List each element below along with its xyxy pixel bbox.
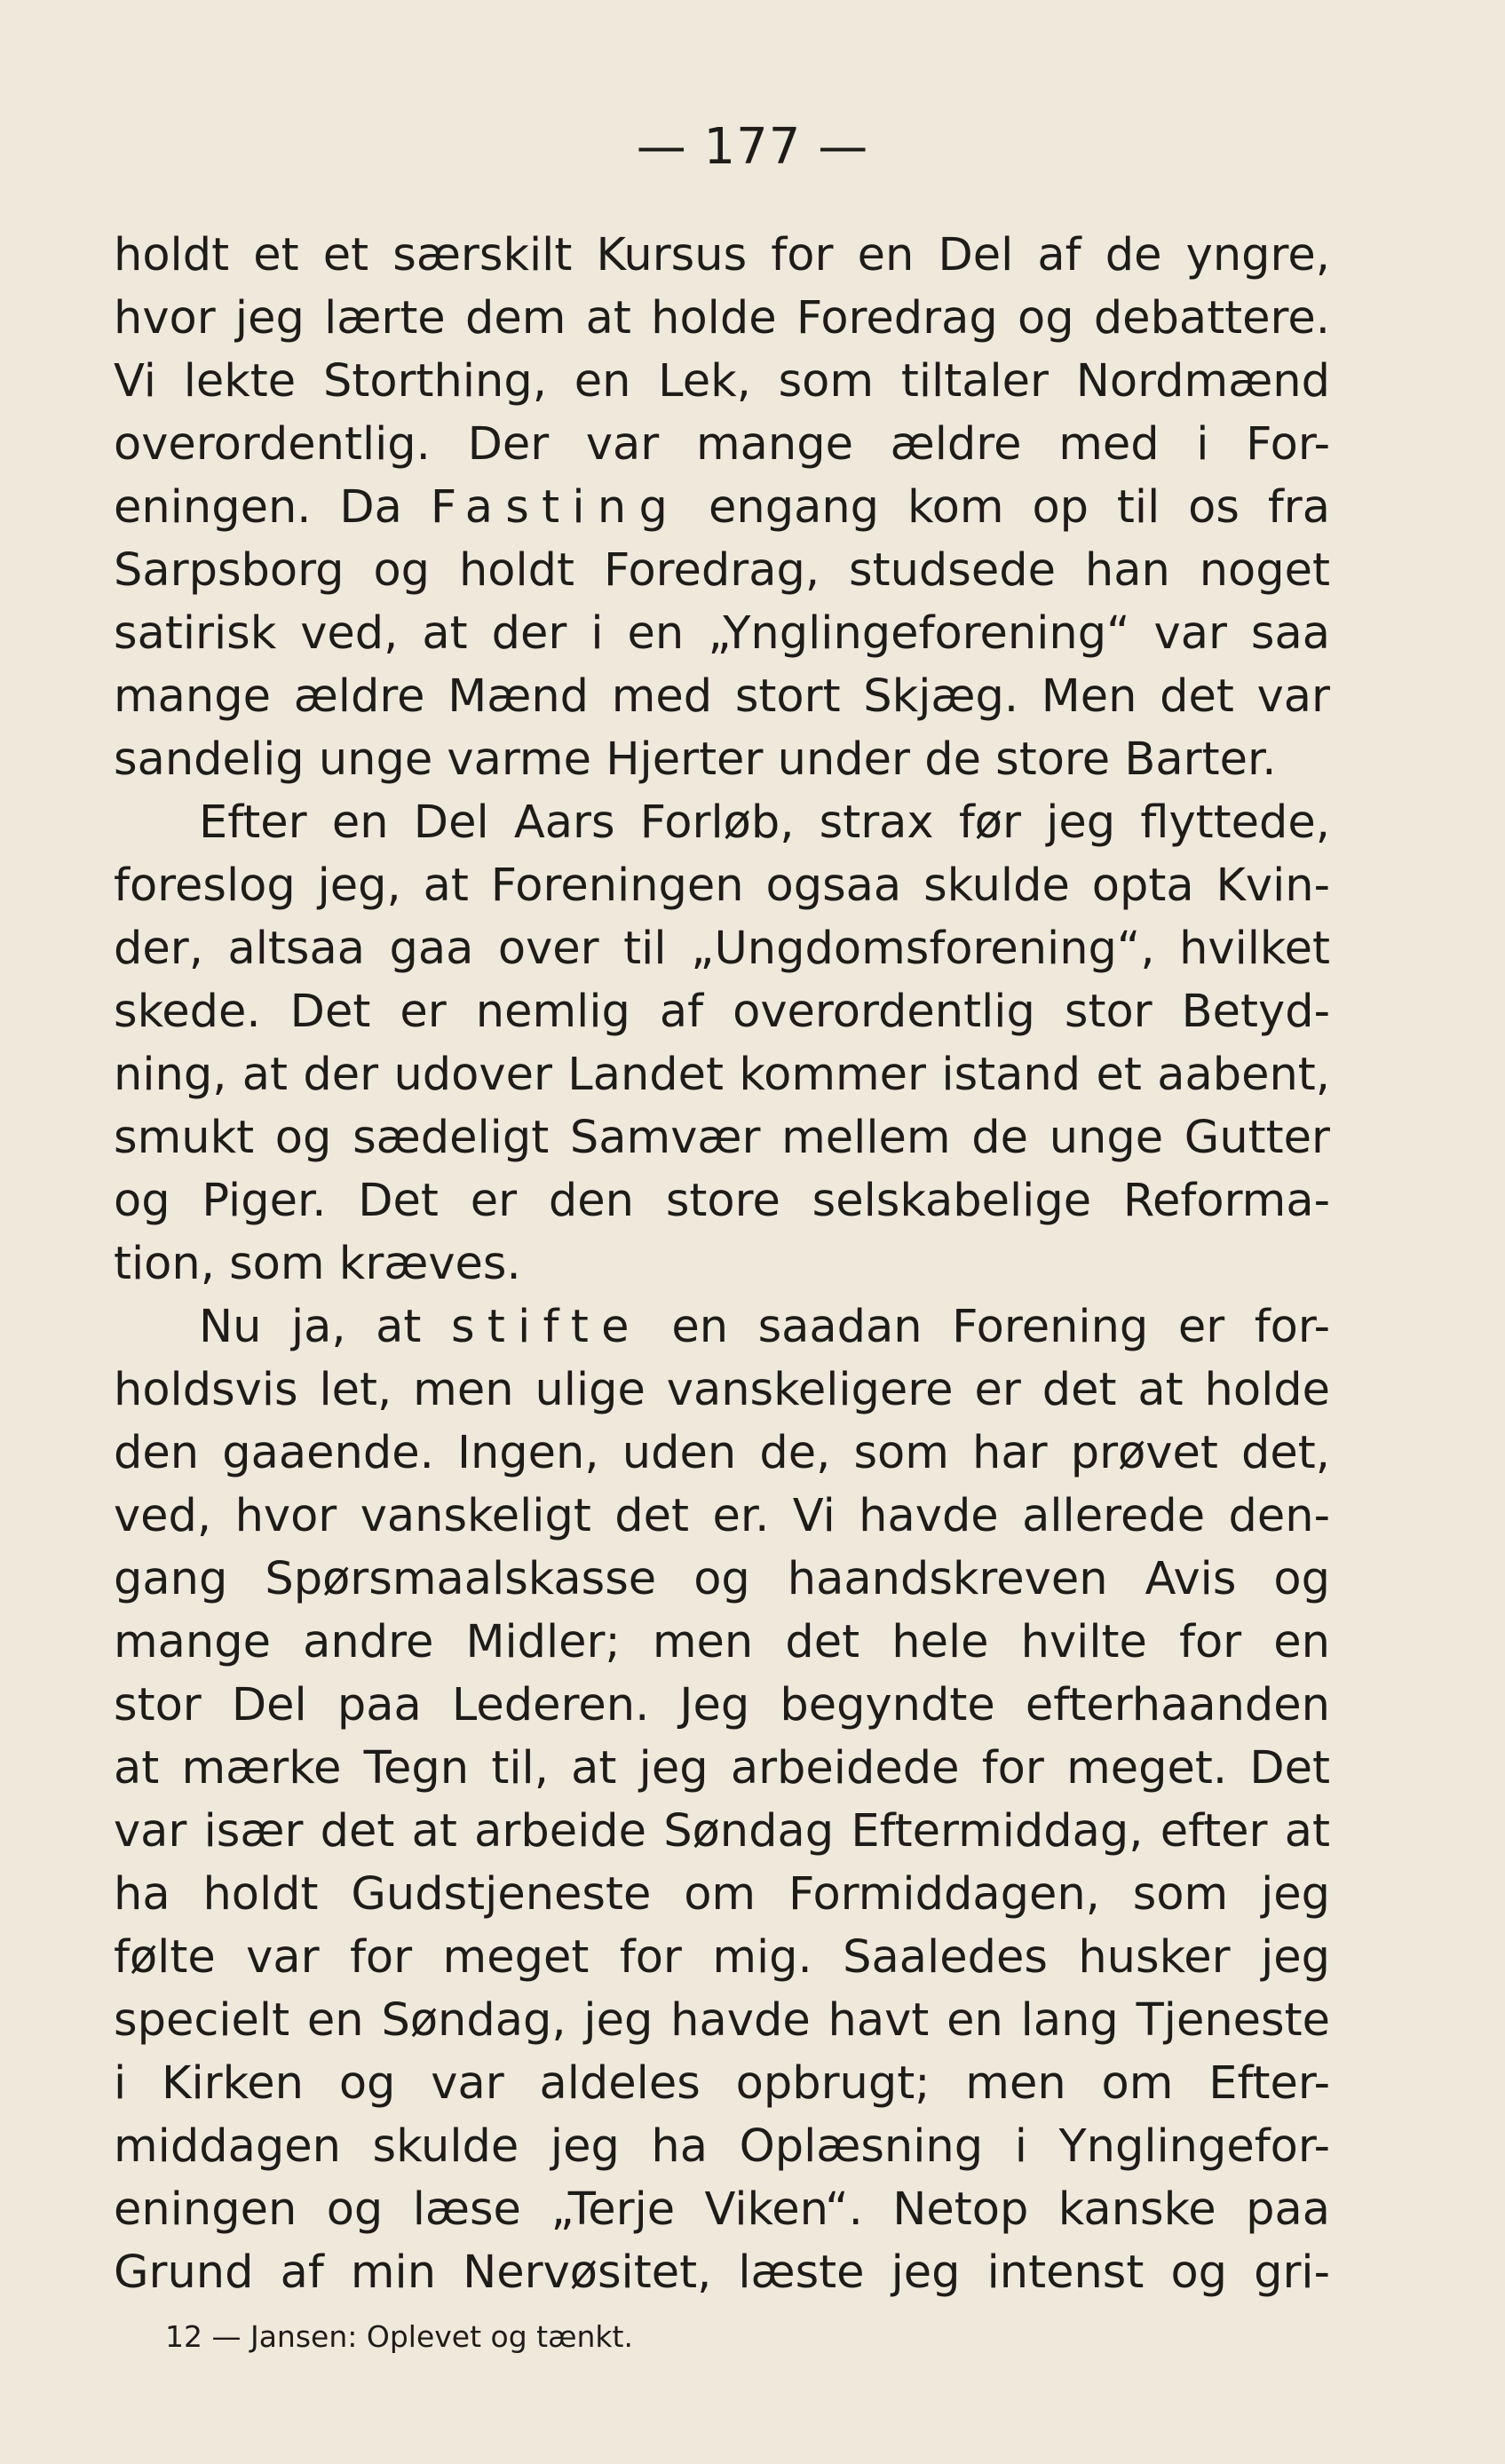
text-line: at mærke Tegn til, at jeg arbeidede for meget. Det [114,1742,1330,1795]
body-text [114,224,1330,2304]
text-line: Efter en Del Aars Forløb, strax før jeg flyttede, [199,796,1330,849]
text-line: eningen og læse „Terje Viken“. Netop kanske paa [114,2183,1330,2236]
text-segment: eningen. Da [114,481,431,534]
text-line: følte var for meget for mig. Saaledes husker jeg [114,1931,1330,1984]
text-line: der, altsaa gaa over til „Ungdomsforening“, hvilket [114,923,1330,975]
printer-signature: 12 — Jansen: Oplevet og tænkt. [165,2319,633,2354]
text-line: ha holdt Gudstjeneste om Formiddagen, som jeg [114,1868,1330,1921]
text-line: Sarpsborg og holdt Foredrag, studsede han noget [114,544,1330,597]
text-line: smukt og sædeligt Samvær mellem de unge Gutter [114,1112,1330,1164]
text-line: sandelig unge varme Hjerter under de store Barter. [114,733,1277,786]
text-line: mange andre Midler; men det hele hvilte for en [114,1616,1330,1668]
text-line: holdt et et særskilt Kursus for en Del af de yngre, [114,229,1330,281]
text-line: overordentlig. Der var mange ældre med i For- [114,418,1330,471]
text-line: foreslog jeg, at Foreningen ogsaa skulde opta Kvin- [114,860,1330,912]
text-line: skede. Det er nemlig af overordentlig stor Betyd- [114,986,1330,1038]
text-line: stor Del paa Lederen. Jeg begyndte efterhaanden [114,1679,1330,1731]
text-line: var især det at arbeide Søndag Eftermiddag, efter at [114,1805,1330,1858]
text-line: holdsvis let, men ulige vanskeligere er det at holde [114,1364,1330,1416]
text-line: og Piger. Det er den store selskabelige Reforma- [114,1175,1330,1227]
text-line: middagen skulde jeg ha Oplæsning i Ynglingefor- [114,2120,1330,2173]
text-line: gang Spørsmaalskasse og haandskreven Avis og [114,1553,1330,1605]
text-line: ved, hvor vanskeligt det er. Vi havde allerede den- [114,1490,1330,1542]
text-segment: engang kom op til os fra [680,481,1330,534]
spaced-name: Fasting [430,481,681,534]
text-line: den gaaende. Ingen, uden de, som har prøvet det, [114,1427,1330,1479]
text-line: mange ældre Mænd med stort Skjæg. Men det var [114,670,1330,723]
text-line [114,476,1330,539]
text-line: Vi lekte Storthing, en Lek, som tiltaler Nordmænd [114,355,1330,408]
text-line: hvor jeg lærte dem at holde Foredrag og debattere. [114,292,1330,345]
text-line [114,1295,1330,1359]
text-line: Grund af min Nervøsitet, læste jeg intenst og gri- [114,2246,1330,2299]
text-segment: en saadan Forening er for- [641,1301,1330,1353]
spaced-word: stifte [450,1301,642,1353]
text-line: tion, som kræves. [114,1238,521,1290]
text-segment: Nu ja, at [199,1301,451,1353]
text-line: ning, at der udover Landet kommer istand et aabent, [114,1049,1330,1101]
page-number: — 177 — [636,118,869,176]
text-line: specielt en Søndag, jeg havde havt en lang Tjeneste [114,1994,1330,2047]
text-line: satirisk ved, at der i en „Ynglingeforening“ var saa [114,607,1330,660]
text-line: i Kirken og var aldeles opbrugt; men om Efter- [114,2057,1330,2110]
